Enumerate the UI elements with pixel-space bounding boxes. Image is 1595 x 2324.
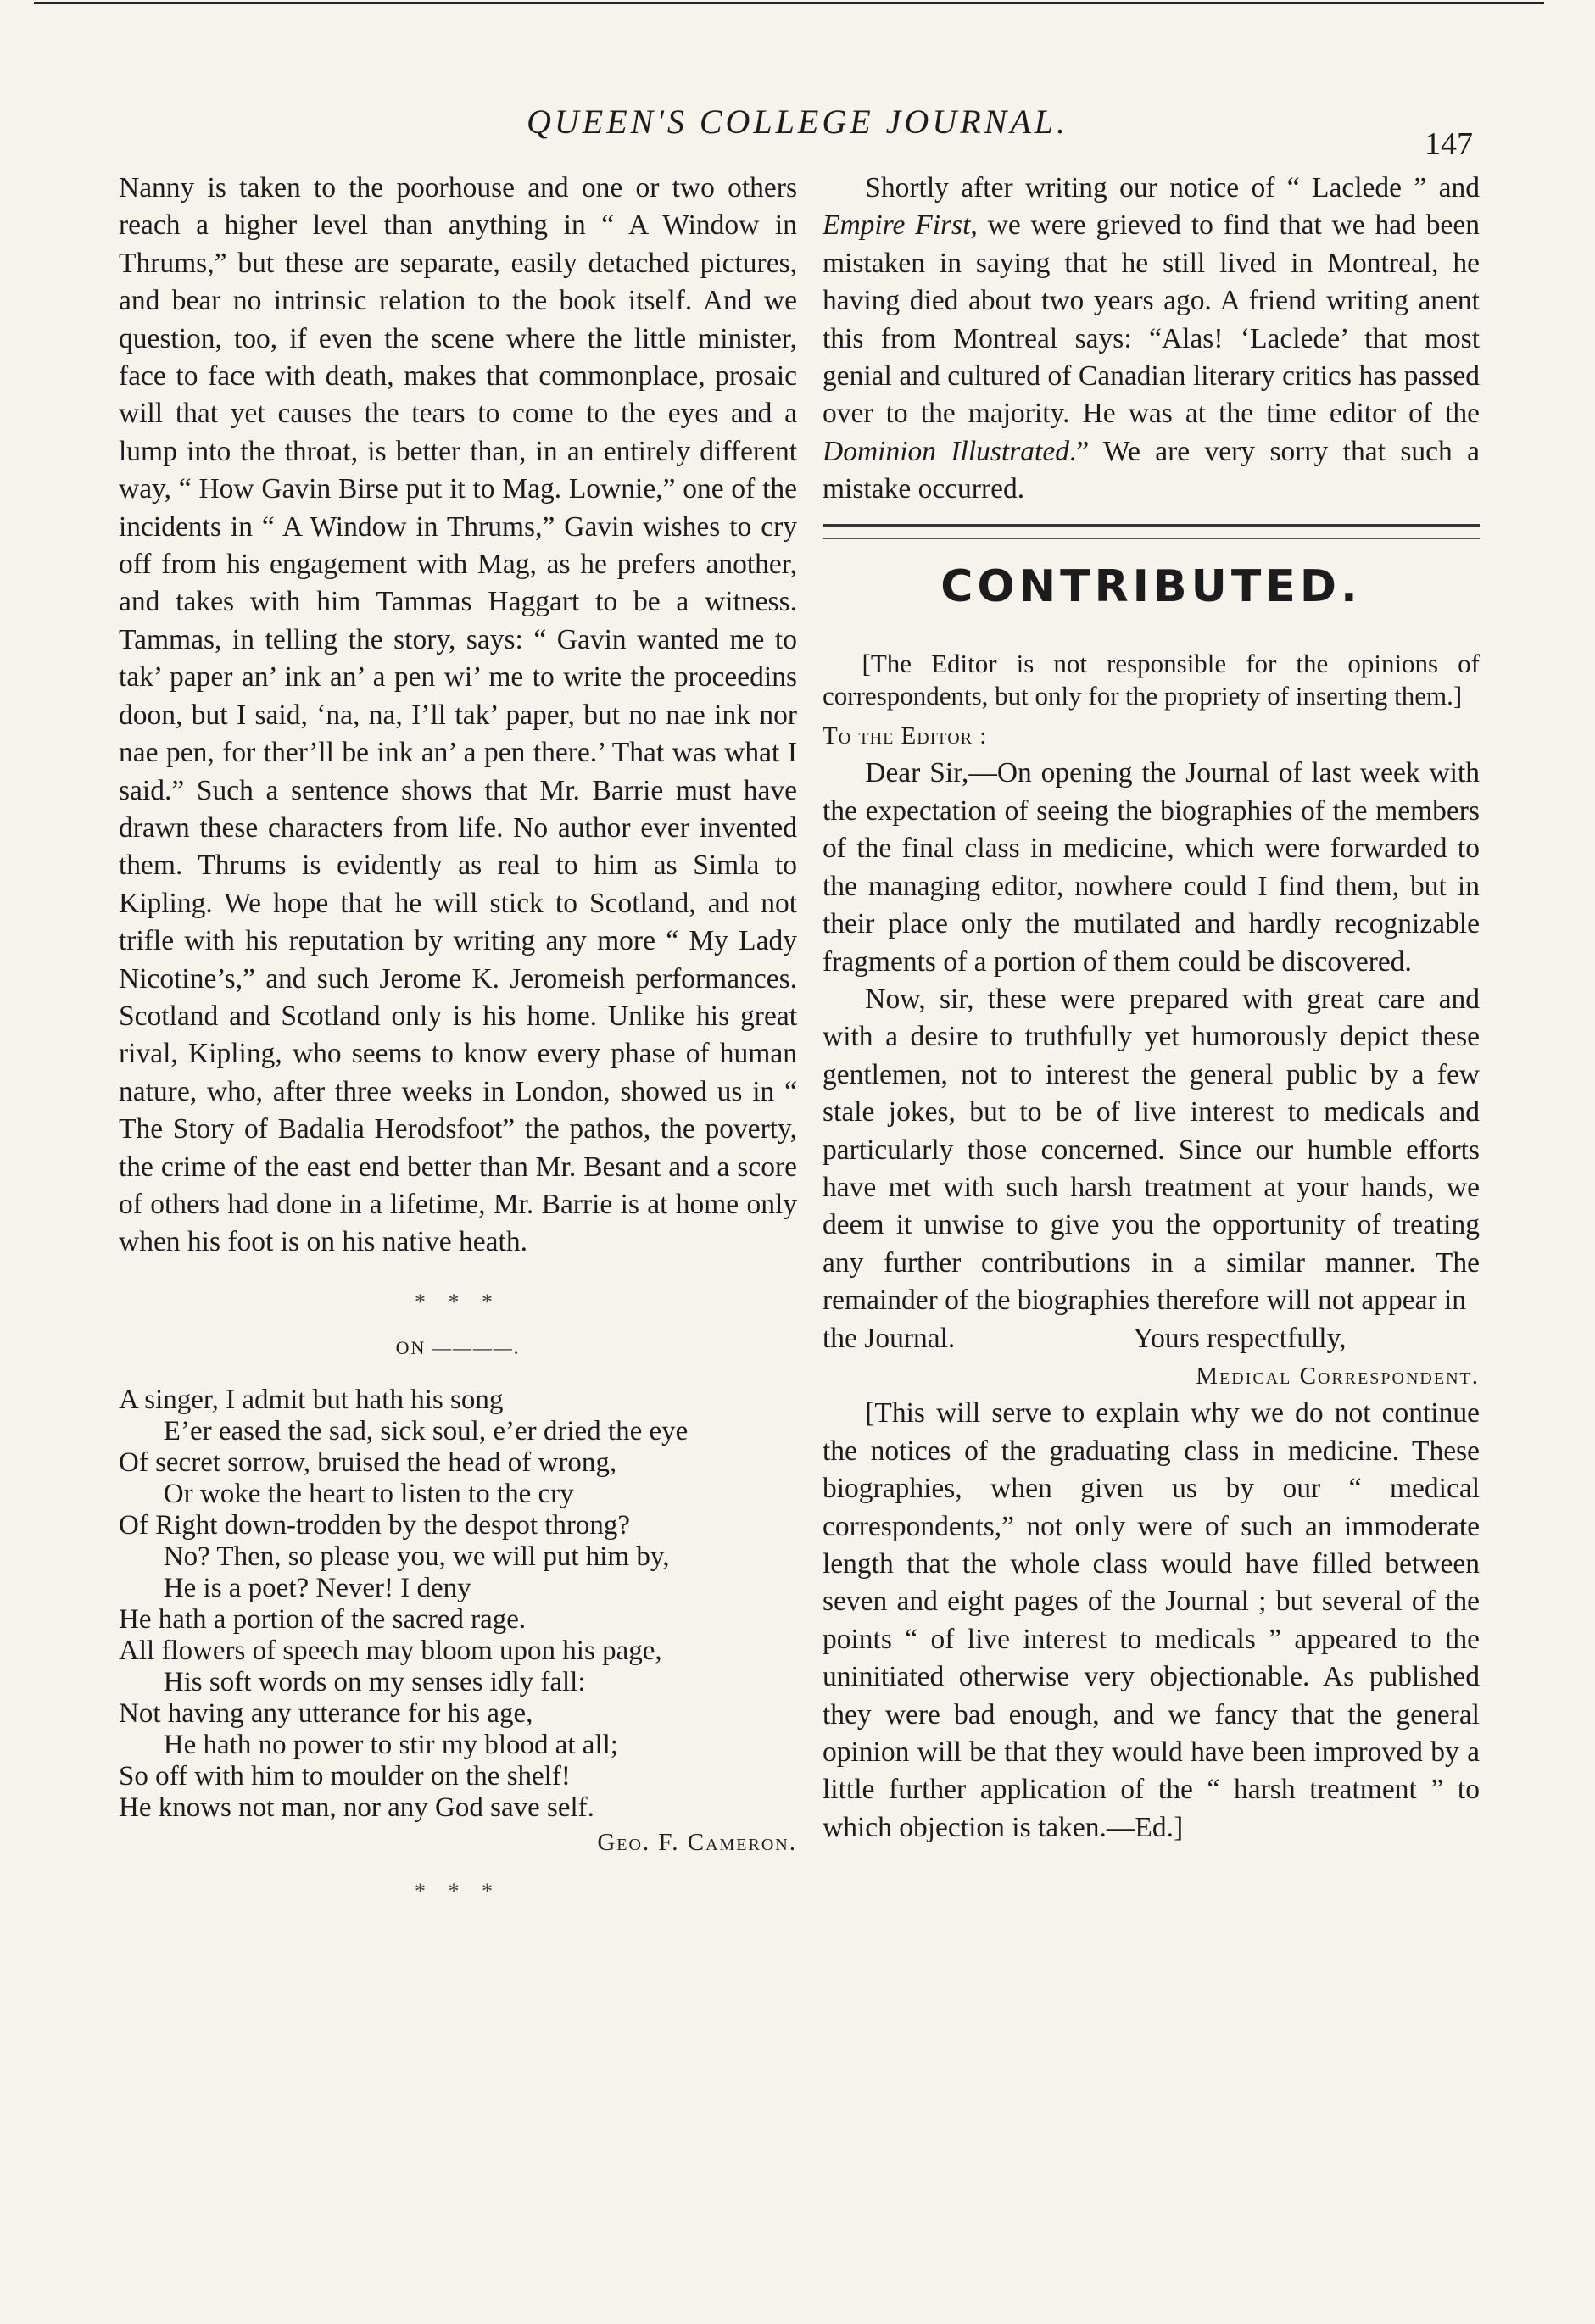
- poem-line: A singer, I admit but hath his song: [119, 1384, 504, 1415]
- barrie-review-paragraph: Nanny is taken to the poorhouse and one or two others reach a higher level than anything in “ A Window in Thrums,” but these are separate, easily detached pictures, and bear no intrinsic relation to the book itself. And we question, too, if even the scene where the little minister, face to face with death, makes that commonplace, prosaic will that yet causes the tears to come to the eyes and a lump into the throat, is better than, in an entirely different way, “ How Gavin Birse put it to Mag. Lownie,” one of the incidents in “ A Window in Thrums,” Gavin wishes to cry off from his engagement with Mag, as he prefers another, and takes with him Tammas Haggart to be a witness. Tammas, in telling the story, says: “ Gavin wanted me to tak’ paper an’ ink an’ a pen wi’ me to write the proceedins doon, but I said, ‘na, na, I’ll tak’ paper, but no nae ink nor nae pen, for ther’ll be ink an’ a pen there.’ That was what I said.” Such a sentence shows that Mr. Barrie must have drawn these characters from life. No author ever invented them. Thrums is evidently as real to him as Simla to Kipling. We hope that he will stick to Scotland, and not trifle with his reputation by writing any more “ My Lady Nicotine’s,” and such Jerome K. Jeromeish performances. Scotland and Scotland only is his home. Unlike his great rival, Kipling, who seems to know every phase of human nature, who, after three weeks in London, showed us in “ The Story of Badalia Herodsfoot” the pathos, the poverty, the crime of the east end better than Mr. Besant and a score of others had done in a lifetime, Mr. Barrie is at home only when his foot is on his native heath.: [119, 172, 797, 1258]
- poem-line: E’er eased the sad, sick soul, e’er dried the eye: [163, 1415, 689, 1446]
- stars-ornament-bottom: * * *: [415, 1879, 501, 1903]
- laclede-correction-paragraph: [823, 170, 1480, 509]
- stars-ornament-top: * * *: [415, 1289, 501, 1314]
- poem-line: Or woke the heart to listen to the cry: [163, 1478, 574, 1509]
- left-column: [119, 170, 797, 1910]
- poem-line: He knows not man, nor any God save self.: [119, 1792, 594, 1823]
- page-number: 147: [1425, 126, 1473, 162]
- poem-line: He hath a portion of the sacred rage.: [119, 1603, 527, 1635]
- poem-author: Geo. F. Cameron.: [597, 1828, 797, 1856]
- poem-line: All flowers of speech may bloom upon his page,: [119, 1635, 662, 1666]
- text-run: , we were grieved to find that we had been mistaken in saying that he still lived in Montreal, he having died about two years ago. A friend writing anent this from Montreal says: “Alas! ‘Laclede’ that most genial and cultured of Canadian literary critics has passed over to the majority. He was at the time editor of the: [823, 209, 1480, 430]
- text-run: Shortly after writing our notice of “ Laclede ” and: [865, 172, 1480, 203]
- italic-title: Empire First: [823, 209, 971, 242]
- text-run: .” We are very sorry that such a mistake occurred.: [823, 435, 1481, 505]
- right-column: [823, 170, 1480, 1847]
- letter-closing: [823, 1320, 1480, 1357]
- poem-line: Of Right down-trodden by the despot throng?: [119, 1509, 631, 1541]
- letter-paragraph: Now, sir, these were prepared with great care and with a desire to truthfully yet humorously depict these gentlemen, not to interest the general public by a few stale jokes, but to be of live interest to medicals and particularly those concerned. Since our humble efforts have met with such harsh treatment at your hands, we deem it unwise to give you the opportunity of treating any further contributions in a similar manner. The remainder of the biographies therefore will not appear in: [823, 983, 1480, 1317]
- section-divider: [823, 524, 1480, 539]
- poem-line: He hath no power to stir my blood at all;: [163, 1729, 618, 1760]
- salutation: To the Editor :: [823, 722, 988, 750]
- editor-reply: [This will serve to explain why we do not continue the notices of the graduating class in medicine. These biographies, when given us by our “ medical correspondents,” not only were of such an immoderate length that the whole class would have filled between seven and eight pages of the Journal ; but several of the points “ of live interest to medicals ” appeared to the uninitiated otherwise very objectionable. As published they were bad enough, and we fancy that the general opinion will be that they would have been improved by a little further application of the “ harsh treatment ” to which objection is taken.—Ed.]: [823, 1397, 1480, 1843]
- text-run: the Journal.: [823, 1322, 956, 1354]
- poem-line: He is a poet? Never! I deny: [163, 1572, 471, 1603]
- poem-line: His soft words on my senses idly fall:: [163, 1666, 586, 1697]
- poem-line: Of secret sorrow, bruised the head of wrong,: [119, 1446, 617, 1478]
- italic-title: Dominion Illustrated: [823, 435, 1069, 467]
- poem-line: No? Then, so please you, we will put him by,: [163, 1541, 670, 1572]
- text-run: Yours respectfully,: [1133, 1322, 1347, 1354]
- top-rule: [34, 2, 1544, 4]
- poem: [119, 1385, 797, 1824]
- letter-paragraph: Dear Sir,—On opening the Journal of last week with the expectation of seeing the biographies of the members of the final class in medicine, which were forwarded to the managing editor, nowhere could I find them, but in their place only the mutilated and hardly recognizable fragments of a portion of them could be discovered.: [823, 757, 1480, 978]
- running-header: QUEEN'S COLLEGE JOURNAL.: [526, 103, 1068, 141]
- poem-title: ON ————.: [395, 1337, 521, 1359]
- poem-line: So off with him to moulder on the shelf!: [119, 1760, 571, 1792]
- letter-signature: Medical Correspondent.: [1196, 1362, 1480, 1390]
- editor-disclaimer: [The Editor is not responsible for the opinions of correspondents, but only for the propriety of inserting them.]: [823, 649, 1480, 711]
- section-heading: CONTRIBUTED.: [940, 560, 1362, 612]
- poem-line: Not having any utterance for his age,: [119, 1697, 533, 1729]
